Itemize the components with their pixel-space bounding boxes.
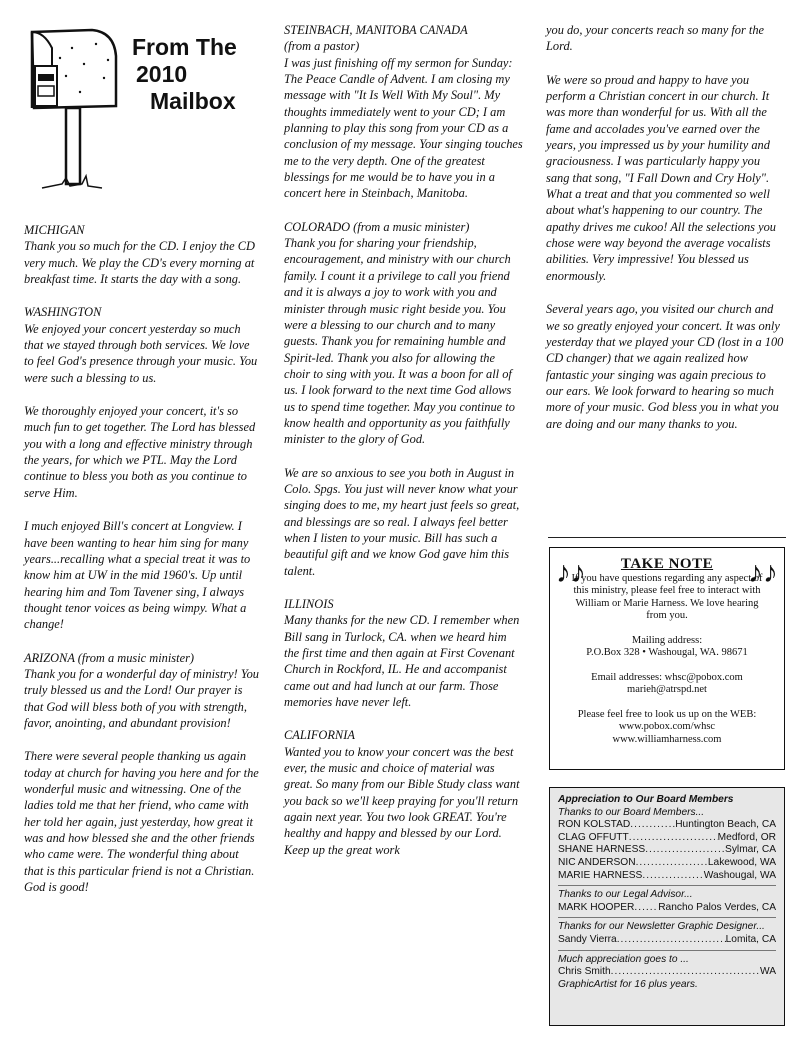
letter-text: you do, your concerts reach so many for the Lord.: [546, 23, 765, 54]
board-member-row: [558, 870, 776, 883]
letter: [284, 465, 524, 579]
letter: [546, 22, 784, 55]
legal-name: MARK HOOPER: [558, 901, 635, 913]
member-location: Lakewood, WA: [707, 856, 776, 868]
letter: [24, 403, 260, 501]
divider: [548, 537, 786, 538]
board-member-row: [558, 832, 776, 845]
letter: [24, 518, 260, 632]
letter-text: There were several people thanking us again today at church for having you here and for the wonderful music and witnessing. One of the ladies told me that her friend, who came with her told her again, just yesterday, how great it was and how blessed she and the other friends who came were. The wonderful thing about that is this particular friend is not a Christian. God is good!: [24, 749, 259, 895]
letter-text: Many thanks for the new CD. I remember when Bill sang in Turlock, CA. when we heard him the first time and then again at First Covenant Church in Rockford, IL. He and accompanist came out and had lunch at our farm. Those memories have never left.: [284, 613, 520, 710]
board-member-row: [558, 819, 776, 832]
letter-text: We were so proud and happy to have you perform a Christian concert in our church. It was more than wonderful for us. With all the fame and accolades you've earned over the years, you impressed us by your humility and graciousness. I was particularly happy you sang that song, "I Fall Down and Cry Holy". What a treat and that you commented so well about what's happening to our country. The apathy drives me cukoo! All the selections you chose were way beyond the average vocalists abilities. Very impressive! You blessed us enormously.: [546, 72, 776, 283]
mailing-label: Mailing address:: [631, 634, 703, 646]
mailing-address: P.O.Box 328 • Washougal, WA. 98671: [586, 647, 748, 658]
appreciation-name: Chris Smith: [558, 966, 611, 978]
letter-text: Thank you for a wonderful day of ministry! You truly blessed us and the Lord! Our prayer is that God will bless both of you with strength, favor, anointing, and abundant provision!: [24, 666, 259, 730]
web-link[interactable]: www.pobox.com/whsc: [618, 721, 716, 732]
letter-text: Thank you for sharing your friendship, encouragement, and ministry with our church family. I count it a privilege to call you friend and it is always a joy to work with you and minister through music right beside you. You were a blessing to our church and to many guests. Thank you for remaining humble and Spirit-led. Thank you also for allowing the choir to sing with you. It was a boon for all of us. I look forward to the next time God allows us to spend time together. May you continue to know health and opportunity as you faithfully minister to the glory of God.: [284, 236, 515, 447]
letter: [24, 650, 260, 732]
letter-region: STEINBACH, MANITOBA CANADA: [284, 23, 468, 37]
letter-region: COLORADO (from a music minister): [284, 219, 470, 234]
letters-column-1: [24, 222, 260, 912]
member-location: Medford, OR: [717, 831, 776, 843]
page-title: [132, 34, 237, 115]
letter-region: MICHIGAN: [24, 223, 85, 237]
board-heading: Appreciation to Our Board Members: [558, 794, 734, 805]
letter-text: We thoroughly enjoyed your concert, it's so much fun to get together. The Lord has blessed you with a long and effective ministry through the years, for which we PTL. May the Lord continue to bless you both as you continue to serve Him.: [24, 404, 256, 500]
letter: [24, 304, 260, 386]
letter-text: Thank you so much for the CD. I enjoy the CD very much. We play the CD's every morning at breakfast time. It starts the day with a song.: [24, 239, 255, 287]
mailbox-icon: [22, 18, 122, 199]
title-line-3: Mailbox: [150, 88, 236, 114]
email-address[interactable]: Email addresses: whsc@pobox.com: [591, 671, 743, 683]
member-location: Washougal, WA: [703, 869, 776, 881]
member-location: Sylmar, CA: [725, 844, 776, 856]
music-notes-icon: ♪♪: [556, 556, 586, 589]
letter-text: Wanted you to know your concert was the best ever, the music and choice of material was great. So many from our Bible Study class want you back so we'll keep praying for you'll return again next year. You two look GREAT. You're healthy and happy and blessed by our Lord. Keep up the great work: [284, 744, 520, 857]
designer-name: Sandy Vierra: [558, 933, 617, 945]
letter: [24, 748, 260, 895]
letter: [284, 727, 524, 858]
board-member-row: [558, 844, 776, 857]
letter: [284, 219, 524, 448]
take-note-title: TAKE NOTE: [620, 556, 714, 572]
member-name: SHANE HARNESS: [558, 844, 646, 856]
board-appreciation-box: [549, 787, 785, 1026]
letter: [284, 22, 524, 202]
letter-text: Several years ago, you visited our church and we so greatly enjoyed your concert. It was only yesterday that we played your CD (lost in a 100 CD changer) that we again realized how fantastic your singing was again precious to our ears. We look forward to hearing so much more of your music. God bless you in what you are doing and our many thanks to you.: [546, 302, 784, 431]
member-location: Huntington Beach, CA: [675, 819, 776, 831]
member-name: MARIE HARNESS: [558, 869, 643, 881]
letter-region: ILLINOIS: [284, 597, 334, 611]
letter: [546, 301, 784, 432]
letter-text: (from a pastor) I was just finishing off my sermon for Sunday: The Peace Candle of Advent. I am closing my message with "It Is Well With My Soul". My thoughts immediately went to your CD; I am planning to play this song from your CD as a conclusion of my message. Your singing touches me to the very depth. One of the greatest blessings for me would be to have you in a concert here in Steinbach, Manitoba.: [284, 39, 523, 201]
letter: [284, 596, 524, 710]
take-note-box: [549, 547, 785, 770]
letter-text: We are so anxious to see you both in August in Colo. Spgs. You just will never know what your singing does to me, my heart just feels so great, and blessings are so real. I always feel better when I listen to your music. Bill has such a beautiful gift and we know God gave him this talent.: [284, 465, 520, 578]
legal-heading: Thanks to our Legal Advisor...: [558, 889, 693, 901]
letter-region: WASHINGTON: [24, 305, 102, 320]
take-note-intro: If you have questions regarding any aspect of this ministry, please feel free to interact with William or Marie Harness. We love hearing from you.: [571, 572, 763, 621]
title-line-1: From The: [132, 34, 237, 60]
legal-row: [558, 902, 776, 915]
designer-row: [558, 934, 776, 947]
appreciation-note: GraphicArtist for 16 plus years.: [558, 978, 698, 990]
appreciation-row: [558, 966, 776, 979]
appreciation-heading: Much appreciation goes to ...: [558, 953, 689, 965]
letters-column-2: [284, 22, 524, 875]
letter: [546, 72, 784, 284]
web-link[interactable]: www.williamharness.com: [612, 733, 722, 745]
member-name: RON KOLSTAD: [558, 819, 631, 831]
member-name: CLAG OFFUTT: [558, 831, 629, 843]
board-member-row: [558, 857, 776, 870]
legal-location: Rancho Palos Verdes, CA: [658, 901, 776, 913]
letter-text: I much enjoyed Bill's concert at Longview. I have been wanting to hear him sing for many years...recalling what a special treat it was to know him at UW in the mid 1960's. Up until hearing him and Tom Tavener sing, I always thought tenor voices as being wimpy. What a change!: [24, 519, 251, 632]
designer-location: Lomita, CA: [725, 933, 776, 945]
appreciation-location: WA: [759, 966, 776, 978]
title-line-2: 2010: [136, 61, 188, 87]
board-subheading: Thanks to our Board Members...: [558, 806, 705, 818]
letter-region: CALIFORNIA: [284, 728, 355, 743]
letter-region: ARIZONA (from a music minister): [24, 650, 195, 665]
letter: [24, 222, 260, 287]
letters-column-3: [546, 22, 784, 449]
designer-heading: Thanks for our Newsletter Graphic Designer...: [558, 921, 765, 933]
member-name: NIC ANDERSON: [558, 856, 636, 868]
web-label: Please feel free to look us up on the WEB:: [577, 708, 757, 720]
letter-text: We enjoyed your concert yesterday so much that we stayed through both services. We love to feel God's presence through your music. You were such a blessing to us.: [24, 321, 258, 385]
email-address-2[interactable]: marieh@atrspd.net: [627, 684, 707, 695]
music-notes-icon: ♪♪: [748, 556, 778, 589]
